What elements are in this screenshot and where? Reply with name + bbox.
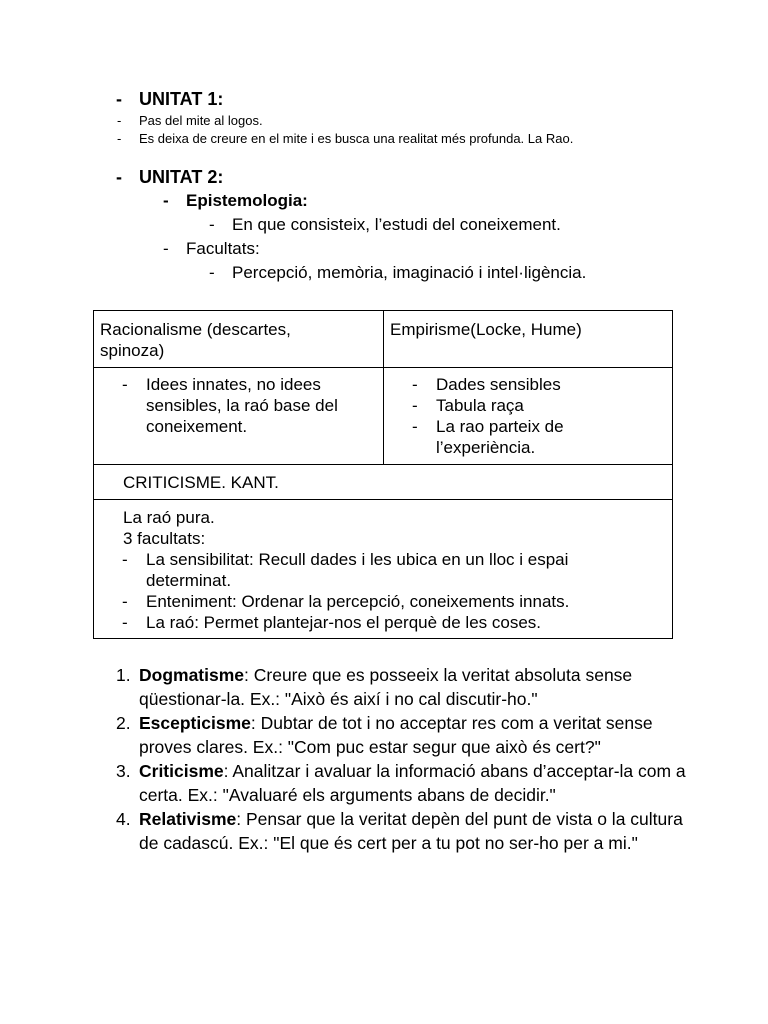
list-item: 1. Dogmatisme: Creure que es posseeix la veritat absoluta sense qüestionar-la. Ex.: "Això és així i no cal discutir-ho." — [116, 665, 633, 709]
unit2-marker: - — [116, 167, 122, 187]
list-item: - Idees innates, no idees sensibles, la raó base del coneixement. — [122, 375, 338, 436]
rationalism-list — [122, 374, 338, 437]
list-item: - La sensibilitat: Recull dades i les ubica en un lloc i espai determinat. — [122, 550, 569, 590]
term: Escepticisme — [139, 713, 251, 733]
empiricism-list — [412, 374, 564, 458]
list-marker: - — [163, 239, 169, 258]
list-item: - Enteniment: Ordenar la percepció, coneixements innats. — [122, 592, 570, 611]
criticism-list — [122, 549, 569, 633]
unit1-item-2: Es deixa de creure en el mite i es busca una realitat més profunda. La Rao. — [139, 131, 574, 146]
list-item: 2. Escepticisme: Dubtar de tot i no acceptar res com a veritat sense proves clares. Ex.: "Com puc estar segur que això és cert?" — [116, 713, 653, 757]
list-marker: - — [209, 263, 215, 282]
unit2-title: UNITAT 2: — [139, 167, 224, 187]
epistemic-positions-list — [116, 663, 686, 855]
list-marker: - — [163, 191, 169, 210]
term: Relativisme — [139, 809, 237, 829]
empiricism-header: Empirisme(Locke, Hume) — [390, 320, 582, 339]
table-divider — [94, 499, 672, 500]
term: Dogmatisme — [139, 665, 245, 685]
unit1-marker: - — [116, 89, 122, 109]
table-divider — [94, 464, 672, 465]
criticism-title: CRITICISME. KANT. — [123, 473, 279, 492]
list-item: - La rao parteix de l’experiència. — [412, 417, 564, 457]
term: Criticisme — [139, 761, 224, 781]
criticism-intro: La raó pura. 3 facultats: — [123, 508, 215, 548]
list-marker: - — [117, 131, 122, 146]
unit1-title: UNITAT 1: — [139, 89, 224, 109]
list-marker: - — [117, 113, 122, 128]
epistemology-item: En que consisteix, l’estudi del coneixement. — [232, 215, 561, 234]
philosophy-table — [93, 310, 673, 639]
unit1-item-1: Pas del mite al logos. — [139, 113, 263, 128]
list-item: - La raó: Permet plantejar-nos el perquè de les coses. — [122, 613, 542, 632]
list-item: - Dades sensibles — [412, 375, 561, 394]
epistemology-title: Epistemologia: — [186, 191, 308, 210]
list-marker: - — [209, 215, 215, 234]
list-item: 3. Criticisme: Analitzar i avaluar la informació abans d’acceptar-la com a certa. Ex.: "Avaluaré els arguments abans de decidir." — [116, 761, 686, 805]
faculties-title: Facultats: — [186, 239, 260, 258]
rationalism-header: Racionalisme (descartes, spinoza) — [100, 320, 291, 360]
table-column-divider — [383, 311, 384, 464]
list-item: - Tabula raça — [412, 396, 524, 415]
faculties-item: Percepció, memòria, imaginació i intel·ligència. — [232, 263, 587, 282]
list-item: 4. Relativisme: Pensar que la veritat depèn del punt de vista o la cultura de cadascú. Ex.: "El que és cert per a tu pot no ser-ho per a mi." — [116, 809, 683, 853]
